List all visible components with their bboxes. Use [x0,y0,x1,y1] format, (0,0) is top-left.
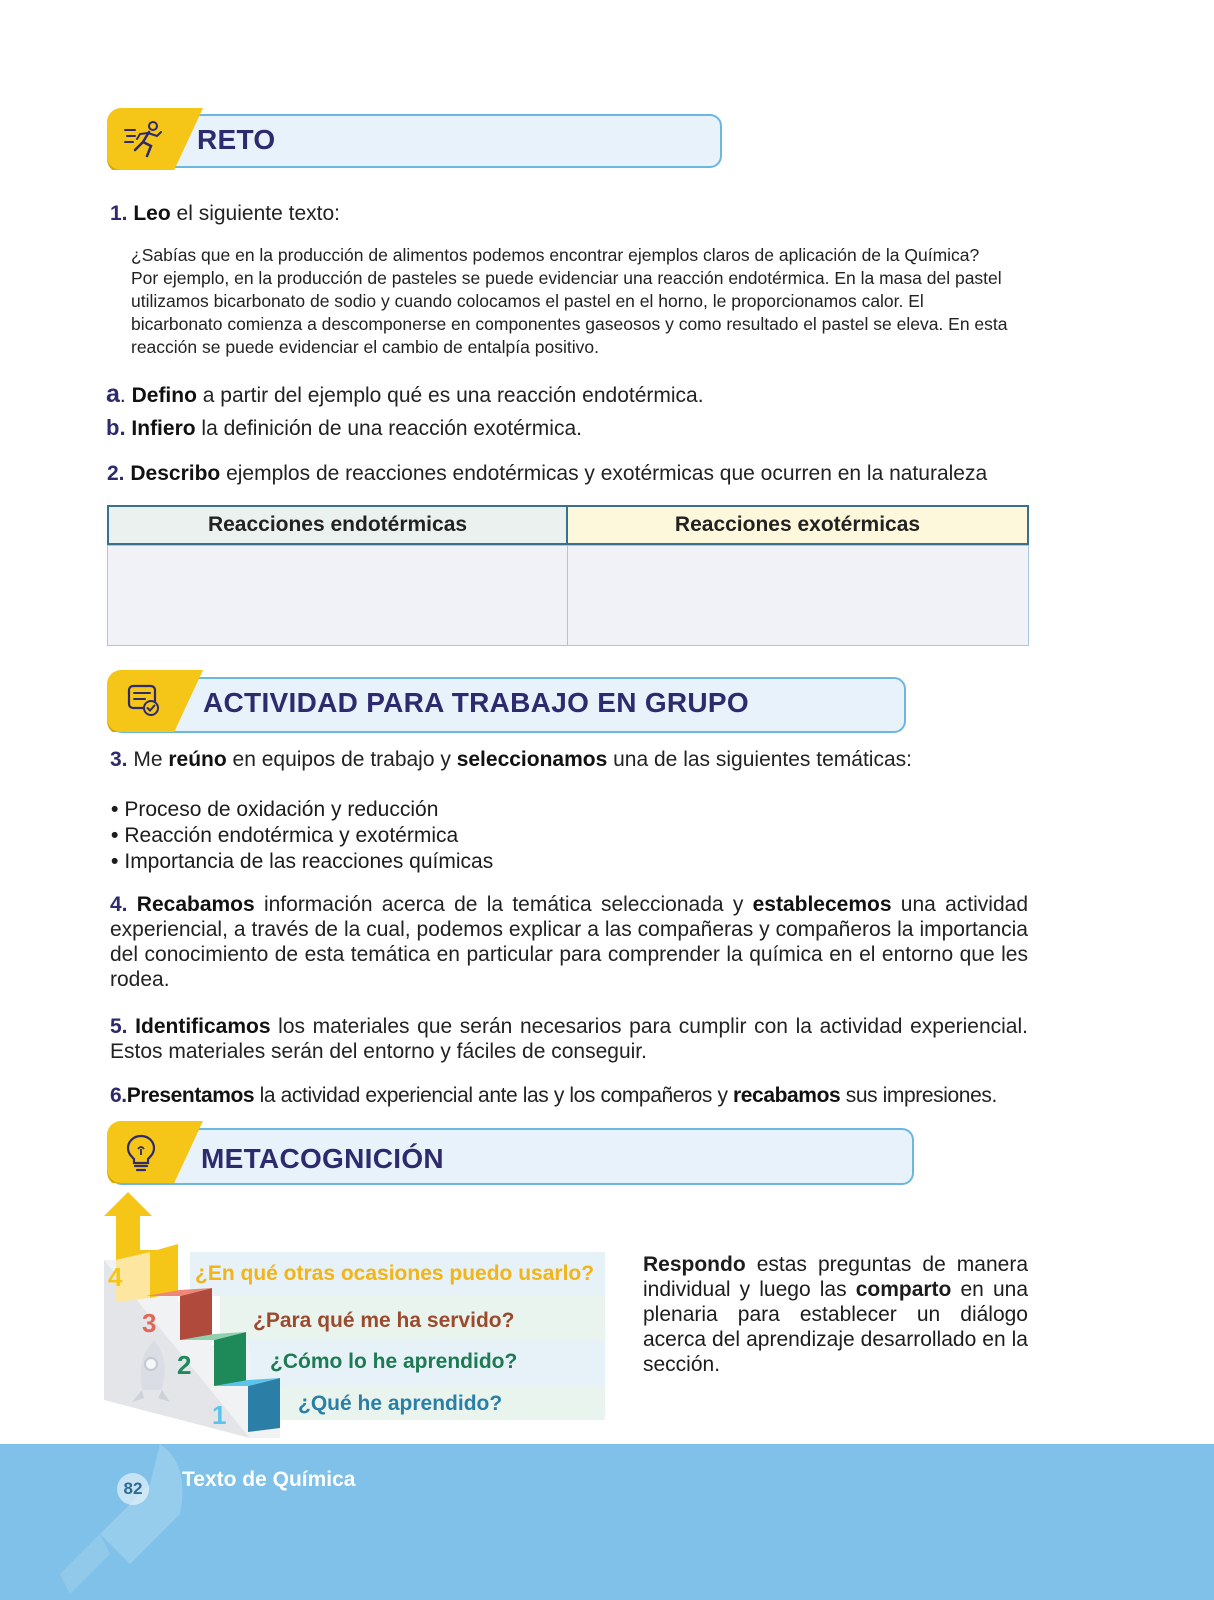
question-verb: reúno [168,748,227,771]
question-text: una de las siguientes temáticas: [607,748,912,771]
question-verb: recabamos [732,1084,841,1107]
list-item: • Reacción endotérmica y exotérmica [111,823,493,849]
step-question-1: ¿Qué he aprendido? [298,1392,503,1415]
question-verb: Identificamos [135,1015,271,1038]
question-verb: Defino [131,384,197,407]
question-2 [107,461,987,487]
question-verb: establecemos [752,893,892,916]
question-text: la definición de una reacción exotérmica. [195,417,582,440]
list-item: • Proceso de oxidación y reducción [111,797,493,823]
question-letter: b. [106,415,126,440]
question-verb: Leo [133,202,171,225]
question-b [106,415,582,442]
question-letter-dot: . [119,384,126,407]
step-question-2: ¿Cómo lo he aprendido? [270,1350,518,1373]
question-text: el siguiente texto: [170,202,340,225]
question-text: en equipos de trabajo y [226,748,457,771]
question-text: una actividad experiencial, a través de la cual, podemos explicar a las compañeras y compañeros la importancia del conocimiento de esta temática en particular para comprender la química en el entorno que les rodea. [110,893,1028,991]
step-number-2: 2 [177,1350,192,1380]
question-number: 2. [107,462,125,485]
step-number-1: 1 [212,1400,227,1430]
footer-title: Texto de Química [182,1468,356,1491]
question-text: ejemplos de reacciones endotérmicas y exotérmicas que ocurren en la naturaleza [220,462,988,485]
instruction-verb: comparto [855,1278,952,1301]
question-4 [110,892,1028,992]
question-1 [110,201,340,227]
step-number-3: 3 [142,1308,157,1338]
reactions-table [107,505,1029,646]
instruction-text: estas preguntas de manera individual y luego las [643,1253,1028,1301]
question-verb: Presentamos [126,1084,255,1107]
step-question-4: ¿En qué otras ocasiones puedo usarlo? [195,1262,595,1285]
instruction-text: en una plenaria para establecer un diálogo acerca del aprendizaje desarrollado en la sección. [643,1278,1028,1376]
topic-list [111,797,493,875]
grupo-title: ACTIVIDAD PARA TRABAJO EN GRUPO [203,687,749,718]
question-number: 3. [110,748,128,771]
question-verb: seleccionamos [456,748,608,771]
question-verb: Recabamos [136,893,255,916]
running-person-icon [123,120,167,160]
question-letter: a [106,380,120,408]
table-cell-endothermic[interactable] [107,545,568,646]
meta-title: METACOGNICIÓN [201,1143,444,1174]
question-text: sus impresiones. [840,1084,997,1107]
question-verb: Describo [130,462,221,485]
table-header-exothermic: Reacciones exotérmicas [566,505,1029,545]
question-text: información acerca de la temática seleccionada y [254,893,753,916]
question-number: 5. [110,1015,128,1038]
step-question-3: ¿Para qué me ha servido? [253,1309,515,1332]
page-number: 82 [123,1479,143,1498]
question-5 [110,1014,1028,1064]
question-number: 4. [110,893,128,916]
table-cell-exothermic[interactable] [567,545,1029,646]
list-item: • Importancia de las reacciones químicas [111,849,493,875]
question-number: 6. [110,1084,127,1107]
lightbulb-icon [123,1133,159,1173]
question-number: 1. [110,202,128,225]
checklist-icon [123,682,163,720]
question-text: los materiales que serán necesarios para cumplir con la actividad experiencial. Estos materiales serán del entorno y fáciles de conseguir. [110,1015,1028,1063]
step-number-4: 4 [108,1262,123,1292]
question-a [106,381,704,409]
reading-text: ¿Sabías que en la producción de alimentos podemos encontrar ejemplos claros de aplicación de la Química? Por ejemplo, en la producción de pasteles se puede evidenciar una reacción endotérmica. En la masa del pastel utilizamos bicarbonato de sodio y cuando colocamos el pastel en el horno, le proporcionamos calor. El bicarbonato comienza a descomponerse en componentes gaseosos y como resultado el pastel se eleva. En esta reacción se puede evidenciar el cambio de entalpía positivo. [131,245,1008,357]
question-verb: Infiero [131,417,196,440]
question-6 [110,1083,1028,1108]
reto-title: RETO [197,124,276,155]
question-text: la actividad experiencial ante las y los compañeros y [254,1084,733,1107]
table-header-endothermic: Reacciones endotérmicas [107,505,568,545]
question-text: Me [127,748,169,771]
instruction-verb: Respondo [643,1253,746,1276]
question-3 [110,747,912,773]
metacognition-instructions [643,1252,1028,1377]
question-text: a partir del ejemplo qué es una reacción endotérmica. [196,384,704,407]
